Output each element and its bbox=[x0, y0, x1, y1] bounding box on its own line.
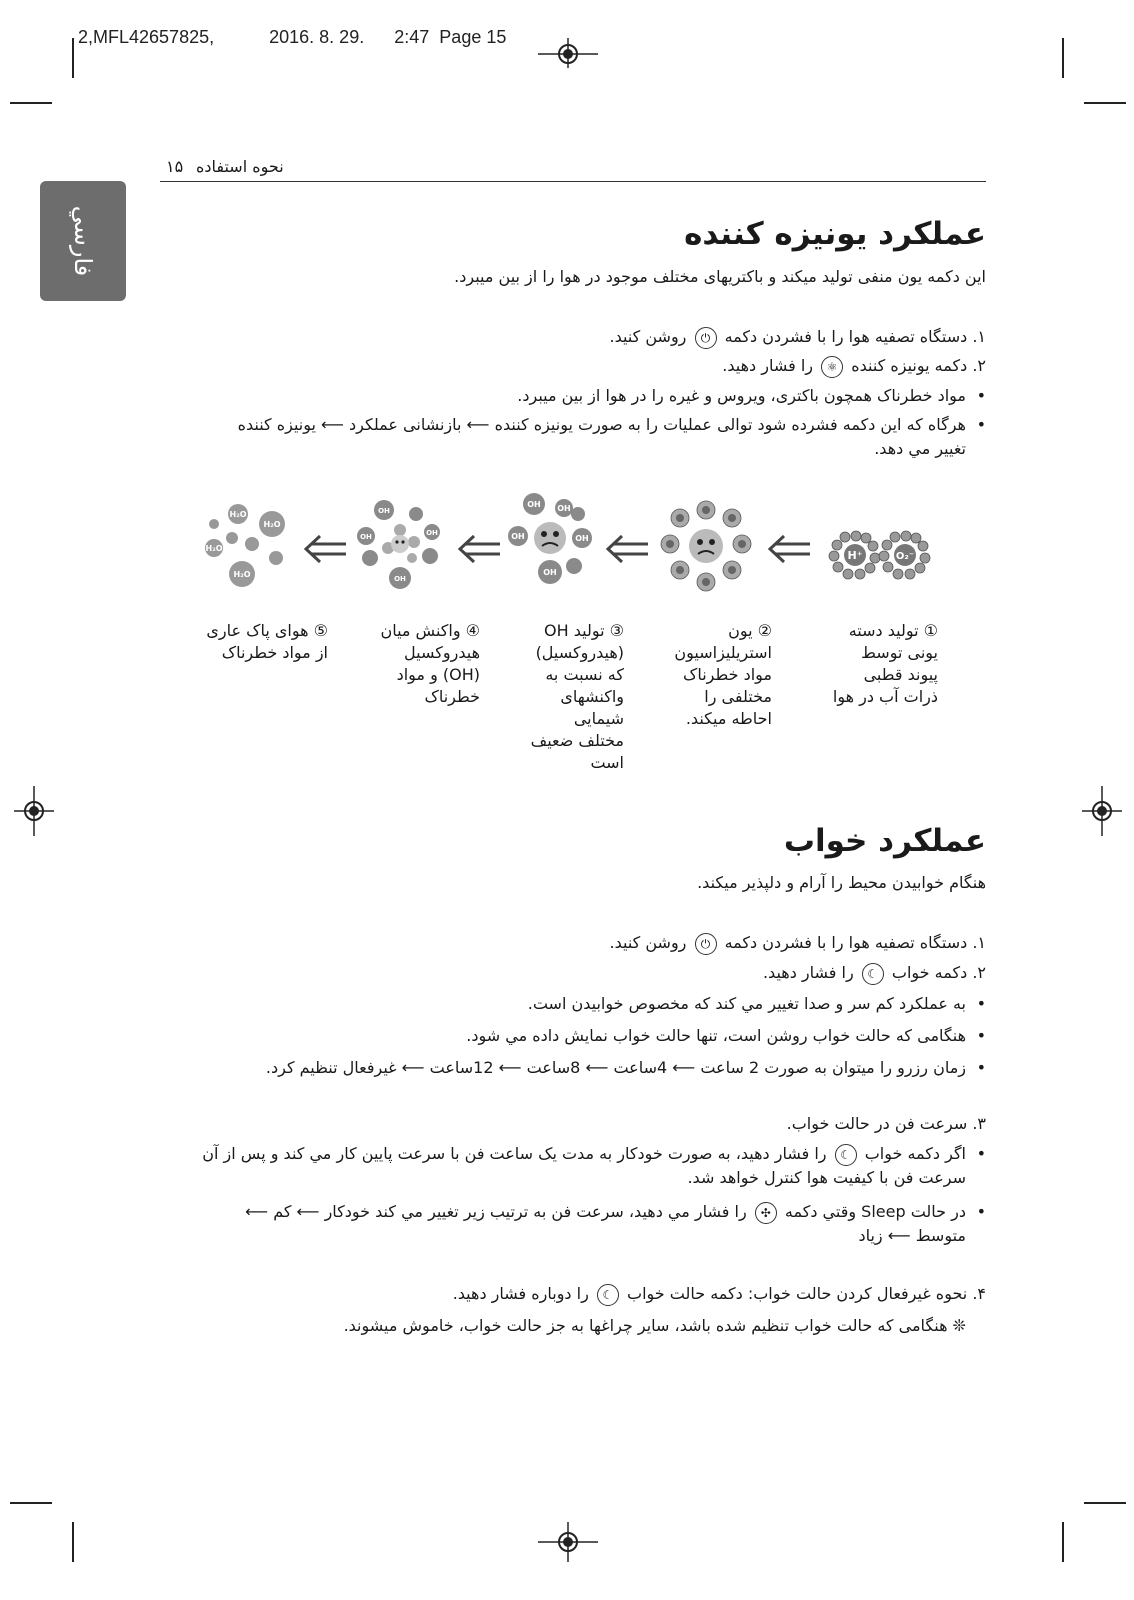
power-icon: ⏻ bbox=[695, 933, 717, 955]
ion-label-oh: OH bbox=[543, 568, 557, 577]
diagram-caption: ② یون استریلیزاسیون مواد خطرناک مختلفی را احاطه میکند. bbox=[674, 621, 772, 728]
power-icon: ⏻ bbox=[695, 327, 717, 349]
ionizer-intro: این دکمه یون منفی تولید میکند و باکتریهای مختلف موجود در هوا را از بین میبرد. bbox=[454, 267, 986, 286]
diagram-caption: ③ تولید OH (هیدروکسیل) که نسبت به واکنشهای شیمایی مختلف ضعیف است bbox=[530, 621, 624, 772]
ion-label-oh: OH bbox=[527, 500, 541, 509]
registration-mark-icon bbox=[538, 1522, 598, 1562]
ion-label-oh: OH bbox=[557, 504, 571, 513]
ion-label-h2o: H₂O bbox=[233, 570, 251, 579]
hydroxyl-reaction-icon bbox=[354, 496, 446, 590]
sleep-step2: ۲. دکمه خواب ☾ را فشار دهید. bbox=[763, 961, 986, 985]
crop-mark bbox=[72, 38, 74, 78]
sleep-bullet: • زمان رزرو را میتوان به صورت 2 ساعت ⟵ 4ساعت ⟵ 8ساعت ⟵ 12ساعت ⟵ غیرفعال تنظیم کرد. bbox=[265, 1058, 986, 1077]
diagram-caption: ④ واکنش میان هیدروکسیل (OH) و مواد خطرناک bbox=[380, 621, 480, 706]
ionizer-step1: ۱. دستگاه تصفیه هوا را با فشردن دکمه ⏻ روشن کنید. bbox=[610, 325, 986, 349]
diagram-caption: ⑤ هوای پاک عاری از مواد خطرناک bbox=[206, 621, 328, 662]
sleep-step3: ۳. سرعت فن در حالت خواب. bbox=[786, 1114, 986, 1133]
registration-mark-icon bbox=[538, 38, 598, 68]
ionizer-bullet: • هرگاه که این دکمه فشرده شود توالی عملیات را به صورت یونیزه کننده ⟵ بازنشانی عملکرد ⟵ یونیزه کننده تغییر مي دهد. bbox=[237, 415, 986, 458]
print-slug: 2,MFL42657825, 2016. 8. 29. 2:47 Page 15 bbox=[78, 27, 507, 47]
crop-mark bbox=[10, 102, 52, 104]
sleep-bullet: • به عملکرد کم سر و صدا تغییر مي کند که مخصوص خوابیدن است. bbox=[527, 994, 986, 1013]
ion-label-oh: OH bbox=[394, 575, 406, 583]
registration-mark-icon bbox=[1082, 786, 1122, 836]
registration-mark-icon bbox=[14, 786, 54, 836]
left-double-arrow-icon bbox=[766, 534, 812, 564]
sleep-icon: ☾ bbox=[597, 1284, 619, 1306]
ionizer-step2: ۲. دکمه یونیزه کننده ⚛ را فشار دهید. bbox=[722, 354, 986, 378]
page-number: ۱۵ bbox=[166, 157, 184, 176]
crop-mark bbox=[1062, 38, 1064, 78]
ion-label-oh: OH bbox=[426, 529, 438, 537]
sleep-step3-bullet: • اگر دکمه خواب ☾ را فشار دهید، به صورت خودکار به مدت یک ساعت فن با سرعت پایین کار مي کند و پس از آن سرعت فن با کیفیت هوا کنترل خواهد شد. bbox=[202, 1144, 986, 1187]
fan-icon: ✣ bbox=[755, 1202, 777, 1224]
crop-mark bbox=[10, 1502, 52, 1504]
running-title: نحوه استفاده bbox=[196, 157, 284, 176]
sleep-step1: ۱. دستگاه تصفیه هوا را با فشردن دکمه ⏻ روشن کنید. bbox=[610, 931, 986, 955]
sleep-bullet: • هنگامی که حالت خواب روشن است، تنها حالت خواب نمایش داده مي شود. bbox=[466, 1026, 986, 1045]
ion-label-oh: OH bbox=[511, 532, 525, 541]
ion-cluster-h-icon bbox=[828, 518, 938, 588]
ionizer-icon: ⚛ bbox=[821, 356, 843, 378]
sleep-intro: هنگام خوابیدن محیط را آرام و دلپذیر میکند. bbox=[697, 873, 986, 892]
sleep-step3-bullet: • در حالت Sleep وقتي دکمه ✣ را فشار مي دهید، سرعت فن به ترتیب زیر تغییر مي کند خودکار ⟵ کم ⟵ متوسط ⟵ زیاد bbox=[245, 1202, 986, 1245]
language-tab-label: فارسي bbox=[69, 205, 97, 277]
ionizer-title: عملکرد یونیزه کننده bbox=[684, 216, 986, 252]
sleep-title: عملکرد خواب bbox=[783, 823, 986, 859]
ion-label-h2o: H₂O bbox=[263, 520, 281, 529]
ion-label-oh: OH bbox=[378, 507, 390, 515]
crop-mark bbox=[1084, 1502, 1126, 1504]
ion-label-o: O₂⁻ bbox=[895, 551, 915, 562]
language-tab bbox=[40, 181, 126, 301]
ion-label-h2o: H₂O bbox=[229, 510, 247, 519]
crop-mark bbox=[1084, 102, 1126, 104]
sleep-note: ❊ هنگامی که حالت خواب تنظیم شده باشد، سایر چراغها به جز حالت خواب، خاموش میشوند. bbox=[343, 1316, 966, 1335]
crop-mark bbox=[72, 1522, 74, 1562]
ionizer-bullet: • مواد خطرناک همچون باکتری، ویروس و غیره را در هوا از بین میبرد. bbox=[517, 386, 986, 405]
sleep-step4: ۴. نحوه غیرفعال کردن حالت خواب: دکمه حالت خواب ☾ را دوباره فشار دهید. bbox=[453, 1282, 986, 1306]
diagram-caption: ① تولید دسته یونی توسط پیوند قطبی ذرات آب در هوا bbox=[832, 621, 938, 706]
sleep-icon: ☾ bbox=[835, 1144, 857, 1166]
crop-mark bbox=[1062, 1522, 1064, 1562]
running-header bbox=[160, 155, 986, 182]
clean-air-water-icon bbox=[202, 502, 292, 588]
sleep-icon: ☾ bbox=[862, 963, 884, 985]
ion-label-h2o: H₂O bbox=[205, 544, 223, 553]
left-double-arrow-icon bbox=[302, 534, 348, 564]
ion-label-oh: OH bbox=[360, 533, 372, 541]
ion-surrounding-icon bbox=[660, 500, 752, 592]
left-double-arrow-icon bbox=[456, 534, 502, 564]
hydroxyl-formation-icon bbox=[504, 492, 596, 586]
ion-label-oh: OH bbox=[575, 534, 589, 543]
ion-label-h: H⁺ bbox=[847, 549, 863, 562]
left-double-arrow-icon bbox=[604, 534, 650, 564]
